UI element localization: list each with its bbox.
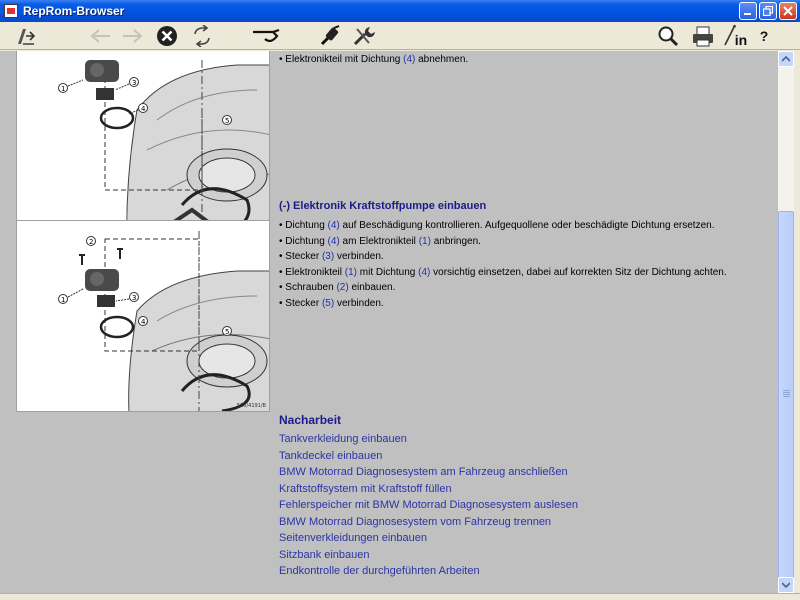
section-removal bbox=[279, 52, 468, 68]
link-diagnose-trennen[interactable]: BMW Motorrad Diagnosesystem vom Fahrzeug trennen bbox=[279, 515, 552, 528]
callout-4: 4 bbox=[141, 318, 146, 326]
bullet-text: mit Dichtung bbox=[356, 266, 419, 278]
bullet-item bbox=[279, 296, 727, 312]
bullet-item bbox=[279, 218, 727, 234]
bullet-text: Elektronikteil bbox=[285, 266, 345, 278]
title-bar bbox=[0, 0, 800, 22]
bullet-text: Stecker bbox=[285, 251, 322, 262]
callout-5: 5 bbox=[225, 328, 230, 336]
callout-3: 3 bbox=[132, 294, 137, 302]
bullet-icon: • bbox=[279, 297, 286, 309]
refresh-icon[interactable] bbox=[189, 24, 215, 48]
section-heading: (-) Elektronik Kraftstoffpumpe einbauen bbox=[279, 200, 487, 212]
split-view-icon[interactable] bbox=[14, 24, 38, 48]
reference-number: (5) bbox=[321, 297, 335, 309]
vertical-scrollbar[interactable] bbox=[778, 51, 794, 593]
app-icon bbox=[4, 4, 18, 18]
minimize-icon bbox=[744, 7, 752, 15]
bullet-item bbox=[279, 280, 727, 296]
callout-1: 1 bbox=[61, 85, 66, 93]
link-seitenverkleidungen[interactable]: Seitenverkleidungen einbauen bbox=[279, 532, 428, 544]
bullet-text: anbringen. bbox=[430, 235, 481, 247]
reference-number: (3) bbox=[321, 251, 335, 262]
reference-number: (4) bbox=[327, 235, 340, 247]
bullet-text: verbinden. bbox=[334, 251, 384, 262]
link-sitzbank[interactable]: Sitzbank einbauen bbox=[279, 548, 370, 561]
arrow-up-icon bbox=[782, 56, 790, 62]
figure-code: 526/4191/B bbox=[236, 403, 266, 409]
nacharbeit-heading: Nacharbeit bbox=[279, 413, 342, 427]
back-arrow-icon[interactable] bbox=[89, 24, 113, 48]
edit-pen-icon[interactable] bbox=[720, 24, 750, 48]
in-label: in bbox=[734, 32, 748, 48]
print-icon[interactable] bbox=[690, 24, 716, 48]
close-button[interactable] bbox=[779, 2, 797, 20]
bullet-item bbox=[279, 52, 468, 68]
search-icon[interactable] bbox=[656, 24, 680, 48]
callout-3: 3 bbox=[132, 79, 137, 87]
bullet-icon: • bbox=[279, 251, 286, 262]
document-content bbox=[0, 51, 778, 593]
bullet-text: auf Beschädigung kontrollieren. Aufgequollene oder beschädigte Dichtung ersetzen. bbox=[339, 220, 715, 231]
bullet-icon: • bbox=[279, 282, 286, 293]
link-endkontrolle[interactable]: Endkontrolle der durchgeführten Arbeiten bbox=[279, 565, 480, 577]
bullet-text: vorsichtig einsetzen, dabei auf korrekten Sitz der Dichtung achten. bbox=[430, 266, 727, 278]
callout-1: 1 bbox=[61, 296, 66, 304]
section-nacharbeit bbox=[279, 413, 578, 580]
help-icon[interactable]: ? bbox=[759, 28, 769, 44]
scroll-thumb[interactable] bbox=[778, 211, 794, 579]
repair-tool-icon[interactable] bbox=[350, 24, 378, 48]
restore-icon bbox=[763, 6, 773, 16]
bullet-text: Dichtung bbox=[285, 220, 328, 231]
reference-number: (4) bbox=[418, 266, 431, 278]
bullet-item bbox=[279, 249, 727, 265]
section-installation bbox=[279, 200, 727, 311]
toolbar bbox=[0, 22, 800, 50]
scroll-up-button[interactable] bbox=[778, 51, 794, 67]
callout-2: 2 bbox=[89, 238, 94, 246]
bullet-text: Elektronikteil mit Dichtung bbox=[285, 54, 404, 65]
bullet-icon: • bbox=[279, 235, 286, 247]
bullet-text: am Elektronikteil bbox=[339, 235, 419, 247]
figure-fuel-pump-installation bbox=[16, 220, 270, 412]
link-fehlerspeicher[interactable]: Fehlerspeicher mit BMW Motorrad Diagnosesystem auslesen bbox=[279, 499, 578, 511]
reference-number: (2) bbox=[336, 282, 349, 293]
bullet-text: einbauen. bbox=[348, 282, 396, 293]
forward-arrow-icon[interactable] bbox=[120, 24, 144, 48]
special-tool-icon[interactable] bbox=[318, 24, 342, 48]
bullet-icon: • bbox=[279, 266, 286, 278]
bullet-item bbox=[279, 234, 727, 250]
bullet-item bbox=[279, 265, 727, 281]
bullet-text: verbinden. bbox=[334, 297, 384, 309]
bullet-text: abnehmen. bbox=[415, 54, 469, 65]
stop-icon[interactable] bbox=[155, 24, 179, 48]
bullet-icon: • bbox=[279, 220, 286, 231]
window-title: RepRom-Browser bbox=[23, 4, 125, 18]
link-tankdeckel[interactable]: Tankdeckel einbauen bbox=[279, 449, 383, 462]
bullet-text: Stecker bbox=[285, 297, 322, 309]
maximize-button[interactable] bbox=[759, 2, 777, 20]
reference-number: (1) bbox=[344, 266, 357, 278]
close-icon bbox=[783, 6, 793, 16]
bullet-text: Dichtung bbox=[285, 235, 328, 247]
bullet-text: Schrauben bbox=[285, 282, 337, 293]
callout-5: 5 bbox=[225, 117, 230, 125]
reference-number: (4) bbox=[403, 54, 416, 65]
fuel-pump-diagram bbox=[17, 221, 270, 412]
window-frame-right bbox=[794, 51, 800, 600]
wrench-tool-icon[interactable] bbox=[250, 24, 282, 48]
reference-number: (4) bbox=[327, 220, 340, 231]
bullet-icon: • bbox=[279, 54, 286, 65]
arrow-down-icon bbox=[782, 582, 790, 588]
reference-number: (1) bbox=[418, 235, 431, 247]
callout-4: 4 bbox=[141, 105, 146, 113]
link-tankverkleidung[interactable]: Tankverkleidung einbauen bbox=[279, 433, 407, 445]
scroll-down-button[interactable] bbox=[778, 577, 794, 593]
link-kraftstoff-fuellen[interactable]: Kraftstoffsystem mit Kraftstoff füllen bbox=[279, 482, 452, 495]
link-diagnose-anschliessen[interactable]: BMW Motorrad Diagnosesystem am Fahrzeug anschließen bbox=[279, 466, 568, 478]
minimize-button[interactable] bbox=[739, 2, 757, 20]
window-frame-bottom bbox=[0, 593, 800, 600]
